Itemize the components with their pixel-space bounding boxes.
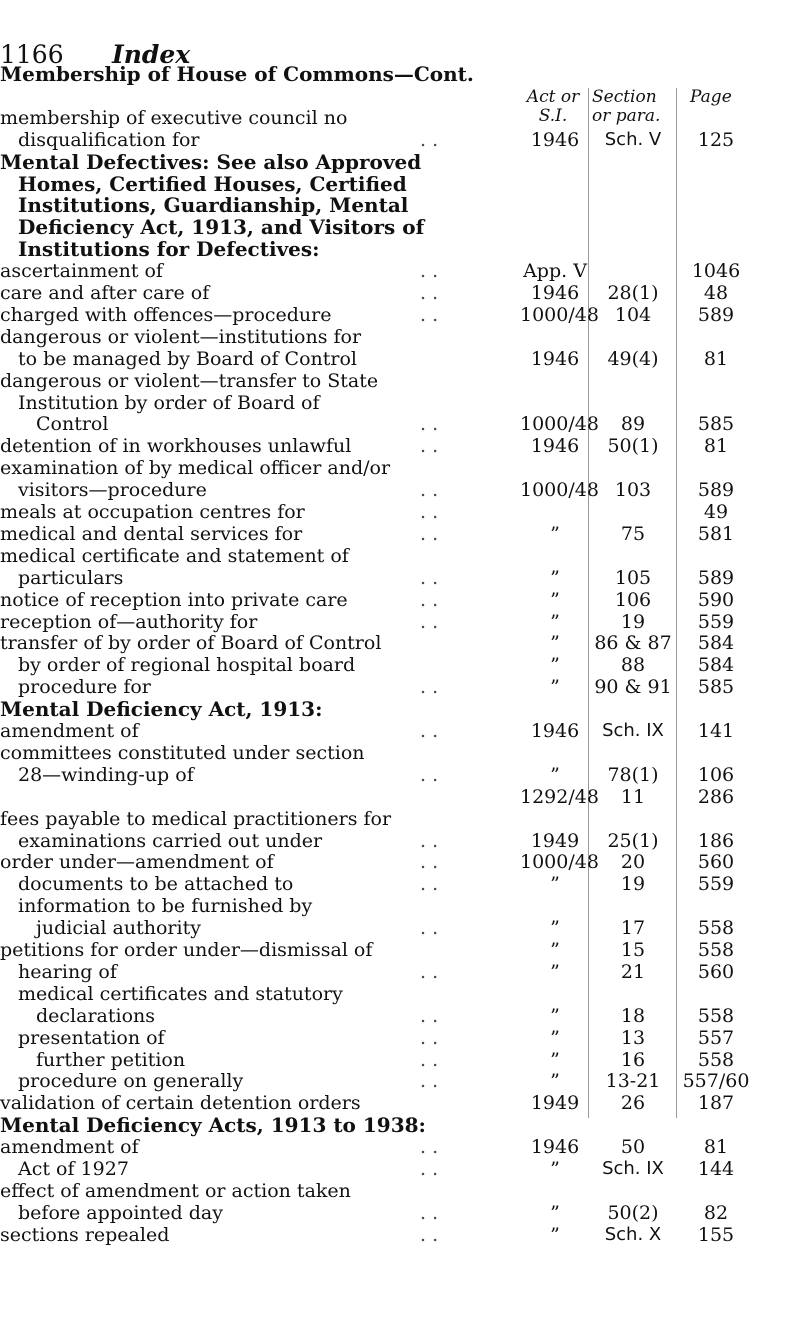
index-entry bbox=[0, 1135, 800, 1159]
entry-text: reception of—authority for bbox=[0, 610, 258, 633]
leader-dots: . . bbox=[420, 479, 439, 502]
index-entry bbox=[0, 1004, 800, 1028]
entry-act: ” bbox=[550, 873, 560, 896]
index-entry bbox=[0, 588, 800, 612]
entry-text: by order of regional hospital board bbox=[18, 654, 356, 677]
entry-act: ” bbox=[550, 939, 560, 961]
index-entry bbox=[0, 785, 800, 809]
index-entry bbox=[0, 697, 800, 721]
entry-page: 106 bbox=[697, 763, 735, 786]
index-entry bbox=[0, 150, 800, 174]
index-entry bbox=[0, 84, 800, 108]
entry-section: 88 bbox=[620, 654, 646, 677]
entry-act: 1949 bbox=[530, 1092, 580, 1115]
entry-text: detention of in workhouses unlawful bbox=[0, 435, 352, 458]
entry-text: medical certificate and statement of bbox=[0, 544, 349, 567]
leader-dots: . . bbox=[420, 1223, 439, 1246]
entry-text: hearing of bbox=[18, 960, 117, 983]
leader-dots: . . bbox=[420, 303, 439, 326]
leader-dots: . . bbox=[420, 676, 439, 699]
entry-text: 28—winding-up of bbox=[18, 763, 194, 786]
entry-text: further petition bbox=[36, 1048, 186, 1071]
entry-text: to be managed by Board of Control bbox=[18, 347, 357, 370]
leader-dots: . . bbox=[420, 763, 439, 786]
entry-text: Institutions for Defectives: bbox=[18, 237, 320, 262]
entry-act: ” bbox=[550, 676, 560, 699]
entry-act: 1949 bbox=[530, 829, 580, 852]
index-entry bbox=[0, 259, 800, 283]
entry-act: ” bbox=[550, 763, 560, 786]
index-entry bbox=[0, 369, 800, 393]
entry-text: procedure on generally bbox=[18, 1070, 244, 1093]
index-entry bbox=[0, 719, 800, 743]
index-entry bbox=[0, 1091, 800, 1115]
index-entry bbox=[0, 741, 800, 765]
entry-section: 89 bbox=[620, 413, 646, 436]
index-entry bbox=[0, 1157, 800, 1181]
entry-act: ” bbox=[550, 1026, 560, 1049]
leader-dots: . . bbox=[420, 282, 439, 304]
index-entry bbox=[0, 391, 800, 415]
entry-act: 1946 bbox=[530, 1136, 580, 1159]
entry-text: examinations carried out under bbox=[18, 829, 323, 852]
entry-page: 144 bbox=[697, 1158, 735, 1180]
entry-section: 49(4) bbox=[607, 347, 659, 370]
leader-dots: . . bbox=[420, 501, 439, 523]
entry-text: charged with offences—procedure bbox=[0, 303, 332, 326]
entry-text: Membership of House of Commons—Cont. bbox=[0, 62, 474, 86]
index-entry bbox=[0, 172, 800, 196]
index-entry bbox=[0, 522, 800, 546]
entry-page: 557/60 bbox=[682, 1070, 750, 1093]
index-entry bbox=[0, 193, 800, 217]
entry-page: 557 bbox=[697, 1026, 735, 1049]
entry-section: 25(1) bbox=[607, 829, 659, 852]
entry-text: disqualification for bbox=[18, 128, 200, 151]
entry-text: committees constituted under section bbox=[0, 741, 365, 764]
index-entry bbox=[0, 478, 800, 502]
entry-act: 1946 bbox=[530, 282, 580, 304]
entry-text: information to be furnished by bbox=[18, 895, 313, 918]
entry-page: 585 bbox=[697, 676, 735, 699]
entry-act: 1946 bbox=[530, 435, 580, 458]
entry-text: amendment of bbox=[0, 720, 139, 742]
entry-text: meals at occupation centres for bbox=[0, 501, 305, 523]
index-entry bbox=[0, 1179, 800, 1203]
entry-text: Deficiency Act, 1913, and Visitors of bbox=[18, 215, 425, 240]
entry-section: 104 bbox=[614, 303, 652, 326]
entry-page: 81 bbox=[703, 1136, 729, 1159]
entry-page: 589 bbox=[697, 479, 735, 502]
running-head: Index bbox=[112, 40, 191, 69]
index-entry bbox=[0, 675, 800, 699]
entry-section: Sch. IX bbox=[602, 1158, 664, 1179]
entry-page: 558 bbox=[697, 917, 735, 940]
entry-page: 589 bbox=[697, 566, 735, 589]
entry-act: ” bbox=[550, 1004, 560, 1027]
entry-text: documents to be attached to bbox=[18, 873, 294, 896]
leader-dots: . . bbox=[420, 610, 439, 633]
index-entry bbox=[0, 412, 800, 436]
entry-page: 1046 bbox=[691, 260, 741, 283]
entry-text: care and after care of bbox=[0, 282, 210, 304]
entry-section: 17 bbox=[620, 917, 646, 940]
entry-act: 1000/48 bbox=[520, 851, 599, 874]
entry-act: ” bbox=[550, 610, 560, 633]
leader-dots: . . bbox=[420, 960, 439, 983]
entry-page: 558 bbox=[697, 1048, 735, 1071]
index-entry bbox=[0, 982, 800, 1006]
index-entry bbox=[0, 544, 800, 568]
entry-text: membership of executive council no bbox=[0, 106, 348, 129]
entry-text: Mental Deficiency Act, 1913: bbox=[0, 697, 323, 722]
entry-text: judicial authority bbox=[36, 917, 201, 940]
entry-text: medical certificates and statutory bbox=[18, 982, 343, 1005]
index-entry bbox=[0, 566, 800, 590]
entry-section: 75 bbox=[620, 522, 646, 545]
entry-text: Homes, Certified Houses, Certified bbox=[18, 171, 407, 196]
entry-page: 155 bbox=[697, 1223, 735, 1246]
entry-act: ” bbox=[550, 917, 560, 940]
entry-section: 50 bbox=[620, 1136, 646, 1159]
entry-section: Sch. IX bbox=[602, 720, 664, 741]
entry-text: examination of by medical officer and/or bbox=[0, 457, 391, 480]
entry-section: 105 bbox=[614, 566, 652, 589]
leader-dots: . . bbox=[420, 435, 439, 458]
index-entry bbox=[0, 128, 800, 152]
entry-text: particulars bbox=[18, 566, 124, 589]
entry-page: 558 bbox=[697, 939, 735, 961]
entry-page: 81 bbox=[703, 435, 729, 458]
index-entry bbox=[0, 1048, 800, 1072]
entry-section: 78(1) bbox=[607, 763, 659, 786]
entry-text: Institution by order of Board of bbox=[18, 391, 320, 414]
leader-dots: . . bbox=[420, 1048, 439, 1071]
entry-act: ” bbox=[550, 960, 560, 983]
entry-text: Mental Defectives: See also Approved bbox=[0, 149, 422, 174]
index-entry bbox=[0, 106, 800, 130]
entry-text: fees payable to medical practitioners for bbox=[0, 807, 392, 830]
entry-text: Act of 1927 bbox=[18, 1158, 129, 1180]
entry-page: 584 bbox=[697, 654, 735, 677]
entry-section: 90 & 91 bbox=[594, 676, 672, 699]
entry-text: dangerous or violent—transfer to State bbox=[0, 369, 379, 392]
entry-page: 81 bbox=[703, 347, 729, 370]
leader-dots: . . bbox=[420, 1004, 439, 1027]
entry-act: 1000/48 bbox=[520, 413, 599, 436]
entry-text: procedure for bbox=[18, 676, 151, 699]
leader-dots: . . bbox=[420, 413, 439, 436]
entry-section: 21 bbox=[620, 960, 646, 983]
entry-text: dangerous or violent—institutions for bbox=[0, 325, 362, 348]
entry-page: 286 bbox=[697, 785, 735, 808]
entry-act: 1946 bbox=[530, 128, 580, 151]
entry-act: ” bbox=[550, 1070, 560, 1093]
entry-act: ” bbox=[550, 1158, 560, 1180]
index-entry bbox=[0, 456, 800, 480]
index-entry bbox=[0, 1069, 800, 1093]
entry-page: 48 bbox=[703, 282, 729, 304]
index-entry bbox=[0, 1113, 800, 1137]
entry-section: 26 bbox=[620, 1092, 646, 1115]
entry-page: 581 bbox=[697, 522, 735, 545]
entry-page: 125 bbox=[697, 128, 735, 151]
entry-act: 1000/48 bbox=[520, 303, 599, 326]
entry-section: 50(2) bbox=[607, 1201, 659, 1224]
leader-dots: . . bbox=[420, 829, 439, 852]
index-entry bbox=[0, 807, 800, 831]
entry-text: declarations bbox=[36, 1004, 156, 1027]
entry-text: validation of certain detention orders bbox=[0, 1092, 361, 1115]
index-entry bbox=[0, 938, 800, 962]
index-entry bbox=[0, 325, 800, 349]
index-entry bbox=[0, 653, 800, 677]
leader-dots: . . bbox=[420, 873, 439, 896]
entry-text: amendment of bbox=[0, 1136, 139, 1159]
entry-section: 50(1) bbox=[607, 435, 659, 458]
entry-section: 16 bbox=[620, 1048, 646, 1071]
entry-section: 15 bbox=[620, 939, 646, 961]
index-entry bbox=[0, 215, 800, 239]
entry-text: notice of reception into private care bbox=[0, 588, 348, 611]
entry-page: 589 bbox=[697, 303, 735, 326]
entry-page: 584 bbox=[697, 632, 735, 655]
leader-dots: . . bbox=[420, 1136, 439, 1159]
index-entry bbox=[0, 303, 800, 327]
index-entry bbox=[0, 347, 800, 371]
index-entry bbox=[0, 237, 800, 261]
entry-text: petitions for order under—dismissal of bbox=[0, 939, 373, 961]
entry-act: ” bbox=[550, 632, 560, 655]
index-entry bbox=[0, 434, 800, 458]
column-header-section: Section or para. bbox=[592, 87, 661, 126]
entry-section: 19 bbox=[620, 873, 646, 896]
entry-act: ” bbox=[550, 1201, 560, 1224]
leader-dots: . . bbox=[420, 917, 439, 940]
entry-page: 585 bbox=[697, 413, 735, 436]
entry-page: 559 bbox=[697, 873, 735, 896]
entry-page: 82 bbox=[703, 1201, 729, 1224]
entry-page: 590 bbox=[697, 588, 735, 611]
leader-dots: . . bbox=[420, 720, 439, 742]
index-entry bbox=[0, 1026, 800, 1050]
index-entry bbox=[0, 850, 800, 874]
entry-text: Institutions, Guardianship, Mental bbox=[18, 193, 409, 218]
index-entry bbox=[0, 281, 800, 305]
entry-section: Sch. V bbox=[604, 128, 662, 150]
leader-dots: . . bbox=[420, 566, 439, 589]
leader-dots: . . bbox=[420, 1201, 439, 1224]
entry-text: presentation of bbox=[18, 1026, 165, 1049]
entry-act: 1946 bbox=[530, 347, 580, 370]
column-header-page: Page bbox=[690, 87, 732, 107]
leader-dots: . . bbox=[420, 260, 439, 283]
entry-act: ” bbox=[550, 566, 560, 589]
entry-page: 560 bbox=[697, 960, 735, 983]
index-entry bbox=[0, 960, 800, 984]
entry-text: medical and dental services for bbox=[0, 522, 303, 545]
entry-page: 187 bbox=[697, 1092, 735, 1115]
entry-text: transfer of by order of Board of Control bbox=[0, 632, 382, 655]
entry-text: Mental Deficiency Acts, 1913 to 1938: bbox=[0, 1113, 426, 1138]
index-entry bbox=[0, 829, 800, 853]
entry-text: order under—amendment of bbox=[0, 851, 274, 874]
index-entry bbox=[0, 872, 800, 896]
entry-act: ” bbox=[550, 654, 560, 677]
entry-text: Control bbox=[36, 413, 109, 436]
entry-page: 186 bbox=[697, 829, 735, 852]
entry-act: ” bbox=[550, 588, 560, 611]
index-entry bbox=[0, 894, 800, 918]
entry-section: 18 bbox=[620, 1004, 646, 1027]
entry-page: 141 bbox=[697, 720, 735, 742]
entry-page: 560 bbox=[697, 851, 735, 874]
index-entry bbox=[0, 631, 800, 655]
entry-text: effect of amendment or action taken bbox=[0, 1179, 351, 1202]
index-entry bbox=[0, 500, 800, 524]
entry-section: 11 bbox=[620, 785, 646, 808]
entry-text: visitors—procedure bbox=[18, 479, 207, 502]
entry-page: 558 bbox=[697, 1004, 735, 1027]
entry-section: 19 bbox=[620, 610, 646, 633]
entry-section: Sch. X bbox=[604, 1223, 662, 1245]
leader-dots: . . bbox=[420, 522, 439, 545]
leader-dots: . . bbox=[420, 1026, 439, 1049]
entry-text: sections repealed bbox=[0, 1223, 170, 1246]
entry-text: before appointed day bbox=[18, 1201, 223, 1224]
entry-page: 49 bbox=[703, 501, 729, 523]
leader-dots: . . bbox=[420, 851, 439, 874]
entry-act: 1000/48 bbox=[520, 479, 599, 502]
entry-act: 1292/48 bbox=[520, 785, 599, 808]
entry-act: ” bbox=[550, 1223, 560, 1246]
entry-act: ” bbox=[550, 1048, 560, 1071]
page-number: 1166 bbox=[0, 40, 64, 69]
entry-section: 28(1) bbox=[607, 282, 659, 304]
leader-dots: . . bbox=[420, 1158, 439, 1180]
index-entry bbox=[0, 916, 800, 940]
column-header-act: Act or S.I. bbox=[526, 87, 580, 126]
index-entry bbox=[0, 62, 800, 86]
entry-act: ” bbox=[550, 522, 560, 545]
entry-page: 559 bbox=[697, 610, 735, 633]
leader-dots: . . bbox=[420, 128, 439, 151]
index-entry bbox=[0, 1201, 800, 1225]
leader-dots: . . bbox=[420, 1070, 439, 1093]
entry-text: ascertainment of bbox=[0, 260, 163, 283]
entry-act: App. V bbox=[523, 260, 587, 283]
leader-dots: . . bbox=[420, 588, 439, 611]
entry-section: 106 bbox=[614, 588, 652, 611]
entry-section: 103 bbox=[614, 479, 652, 502]
entry-section: 13 bbox=[620, 1026, 646, 1049]
entry-act: 1946 bbox=[530, 720, 580, 742]
index-entry bbox=[0, 610, 800, 634]
entry-section: 86 & 87 bbox=[594, 632, 672, 655]
entry-section: 13-21 bbox=[605, 1070, 661, 1093]
entry-section: 20 bbox=[620, 851, 646, 874]
index-entry bbox=[0, 1223, 800, 1247]
index-entry bbox=[0, 763, 800, 787]
